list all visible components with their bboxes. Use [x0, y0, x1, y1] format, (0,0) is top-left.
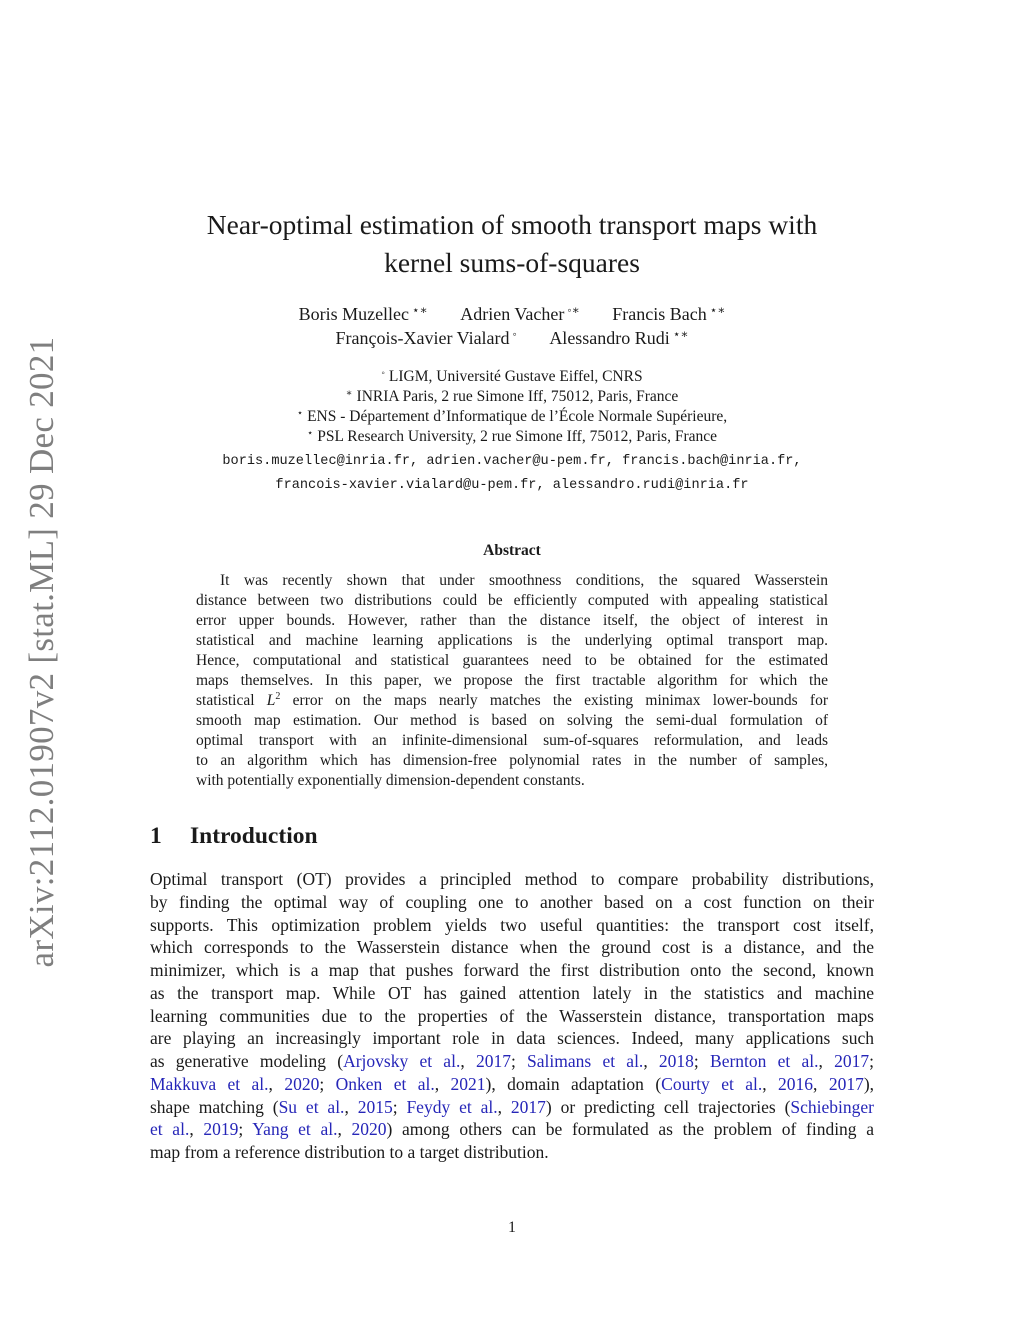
affiliation-mark: ◦	[381, 368, 385, 379]
citation-link[interactable]: Salimans et al.	[527, 1051, 644, 1071]
author	[336, 326, 517, 350]
author	[460, 302, 580, 326]
citation-year-link[interactable]: 2015	[357, 1096, 393, 1117]
body-text: ), domain adaptation (	[485, 1073, 662, 1094]
abstract-line: distance between two distributions could be efficiently computed with appealing statistical	[196, 592, 828, 609]
introduction-paragraph	[150, 868, 874, 1164]
email-line-1: boris.muzellec@inria.fr, adrien.vacher@u-pem.fr, francis.bach@inria.fr,	[222, 454, 802, 469]
citation-year-link[interactable]: 2019	[203, 1119, 239, 1140]
affiliation	[150, 427, 874, 447]
section-number: 1	[150, 823, 162, 849]
paper-title	[150, 206, 874, 282]
section-title: Introduction	[190, 823, 318, 849]
body-text: as generative modeling (	[150, 1051, 344, 1071]
citation-year-link[interactable]: 2017	[475, 1051, 511, 1071]
author	[299, 302, 428, 326]
abstract-line: maps themselves. In this paper, we propose the first tractable algorithm for which the	[196, 672, 828, 689]
citation-year-link[interactable]: 2020	[284, 1073, 320, 1094]
citation-year-link[interactable]: 2017	[834, 1051, 870, 1071]
body-line: as generative modeling (Arjovsky et al., 2017; Salimans et al., 2018; Bernton et al., 2017;	[150, 1051, 874, 1071]
abstract-text: statistical	[196, 692, 255, 709]
citation-year-link[interactable]: 2017	[828, 1073, 864, 1094]
abstract-line: optimal transport with an infinite-dimensional sum-of-squares reformulation, and leads	[196, 732, 828, 749]
citation-year-link[interactable]: 2020	[351, 1119, 387, 1140]
body-line: map from a reference distribution to a target distribution.	[150, 1142, 549, 1162]
citation-year-link[interactable]: 2017	[510, 1096, 546, 1117]
author-affil-marks: ⋆∗	[412, 303, 428, 317]
affiliations	[150, 367, 874, 447]
body-text: ) among others can be formulated as the problem of finding a	[386, 1119, 875, 1140]
abstract-line: Hence, computational and statistical guarantees need to be obtained for the estimated	[196, 652, 828, 669]
body-line: Optimal transport (OT) provides a principled method to compare probability distributions,	[150, 869, 874, 889]
affiliation-text: LIGM, Université Gustave Eiffel, CNRS	[388, 368, 643, 385]
body-line: by finding the optimal way of coupling one to another based on a cost function on their	[150, 891, 874, 912]
author	[612, 302, 725, 326]
citation-link[interactable]: Bernton et al.	[710, 1051, 819, 1071]
author-name: Alessandro Rudi	[549, 328, 670, 348]
math-symbol: L	[266, 692, 276, 709]
citation-link[interactable]: Arjovsky et al.	[343, 1051, 461, 1071]
abstract-line: to an algorithm which has dimension-free polynomial rates in the number of samples,	[196, 752, 828, 769]
author-emails	[150, 450, 874, 498]
citation-year-link[interactable]: 2016	[778, 1073, 814, 1094]
author-affil-marks: ⋆∗	[709, 303, 726, 317]
page-number: 1	[508, 1219, 516, 1236]
author-affil-marks: ⋆∗	[672, 327, 689, 341]
author-affil-marks: ◦	[512, 327, 517, 341]
affiliation-text: PSL Research University, 2 rue Simone Iff, 75012, Paris, France	[317, 428, 718, 445]
citation-link[interactable]: Courty et al.	[661, 1073, 763, 1094]
title-line-2: kernel sums-of-squares	[384, 247, 640, 278]
abstract-line	[196, 691, 828, 711]
affiliation	[150, 387, 874, 407]
citation-link[interactable]: Makkuva et al.	[150, 1073, 269, 1094]
author-name: Adrien Vacher	[460, 304, 565, 324]
math-exponent: 2	[275, 691, 281, 702]
abstract-line: error upper bounds. However, rather than the distance itself, the object of interest in	[196, 612, 828, 629]
affiliation-text: ENS - Département d’Informatique de l’École Normale Supérieure,	[307, 408, 728, 425]
abstract-line: It was recently shown that under smoothness conditions, the squared Wasserstein	[220, 572, 828, 589]
abstract-line: statistical and machine learning applications is the underlying optimal transport map.	[196, 632, 828, 649]
author-affil-marks: ◦∗	[567, 303, 580, 317]
body-text: shape matching (	[150, 1096, 279, 1117]
math-l2-norm	[267, 692, 281, 709]
citation-year-link[interactable]: 2018	[658, 1051, 694, 1071]
author-name: Boris Muzellec	[298, 304, 410, 324]
author	[549, 326, 688, 350]
body-line: learning communities due to the properties of the Wasserstein distance, transportation maps	[150, 1005, 874, 1026]
affiliation-mark: ∗	[345, 388, 353, 399]
abstract-line: smooth map estimation. Our method is based on solving the semi-dual formulation of	[196, 712, 828, 729]
body-text: ) or predicting cell trajectories (	[545, 1096, 791, 1117]
affiliation-text: INRIA Paris, 2 rue Simone Iff, 75012, Paris, France	[356, 388, 679, 405]
author-list	[150, 302, 874, 350]
body-line: Makkuva et al., 2020; Onken et al., 2021), domain adaptation (Courty et al., 2016, 2017),	[150, 1073, 875, 1094]
body-line: supports. This optimization problem yields two useful quantities: the transport cost itself,	[150, 914, 874, 935]
author-line-1	[150, 302, 874, 326]
email-line-2: francois-xavier.vialard@u-pem.fr, alessandro.rudi@inria.fr	[275, 478, 749, 493]
abstract-body	[196, 571, 828, 791]
body-line: are playing an increasingly important role in data sciences. Indeed, many applications such	[150, 1028, 874, 1049]
citation-link[interactable]: et al.	[150, 1119, 190, 1140]
affiliation	[150, 407, 874, 427]
body-line: as the transport map. While OT has gained attention lately in the statistics and machine	[150, 982, 874, 1003]
author-name: François-Xavier Vialard	[335, 328, 510, 348]
author-name: Francis Bach	[612, 304, 707, 324]
affiliation-mark: ⋆	[296, 408, 304, 419]
title-line-1: Near-optimal estimation of smooth transport maps with	[206, 209, 818, 240]
body-line: which corresponds to the Wasserstein distance when the ground cost is a distance, and the	[150, 937, 874, 958]
body-line: minimizer, which is a map that pushes forward the first distribution onto the second, known	[150, 960, 874, 980]
abstract-line: with potentially exponentially dimension-dependent constants.	[196, 772, 585, 789]
author-line-2	[150, 326, 874, 350]
citation-link[interactable]: Feydy et al.	[406, 1096, 498, 1117]
citation-link[interactable]: Yang et al.	[252, 1119, 338, 1140]
citation-link[interactable]: Su et al.	[278, 1096, 345, 1117]
citation-link[interactable]: Onken et al.	[335, 1073, 435, 1094]
affiliation	[150, 367, 874, 387]
abstract-text: error on the maps nearly matches the existing minimax lower-bounds for	[292, 692, 829, 709]
citation-link[interactable]: Schiebinger	[790, 1096, 875, 1117]
body-line: et al., 2019; Yang et al., 2020) among others can be formulated as the problem of finding a	[150, 1119, 875, 1140]
arxiv-identifier-text: arXiv:2112.01907v2 [stat.ML] 29 Dec 2021	[22, 336, 61, 968]
abstract-heading: Abstract	[483, 542, 541, 559]
citation-year-link[interactable]: 2021	[450, 1073, 486, 1094]
body-line: shape matching (Su et al., 2015; Feydy et al., 2017) or predicting cell trajectories (Schiebinger	[150, 1096, 875, 1117]
affiliation-mark: ⋆	[306, 428, 314, 439]
section-heading	[150, 820, 318, 852]
